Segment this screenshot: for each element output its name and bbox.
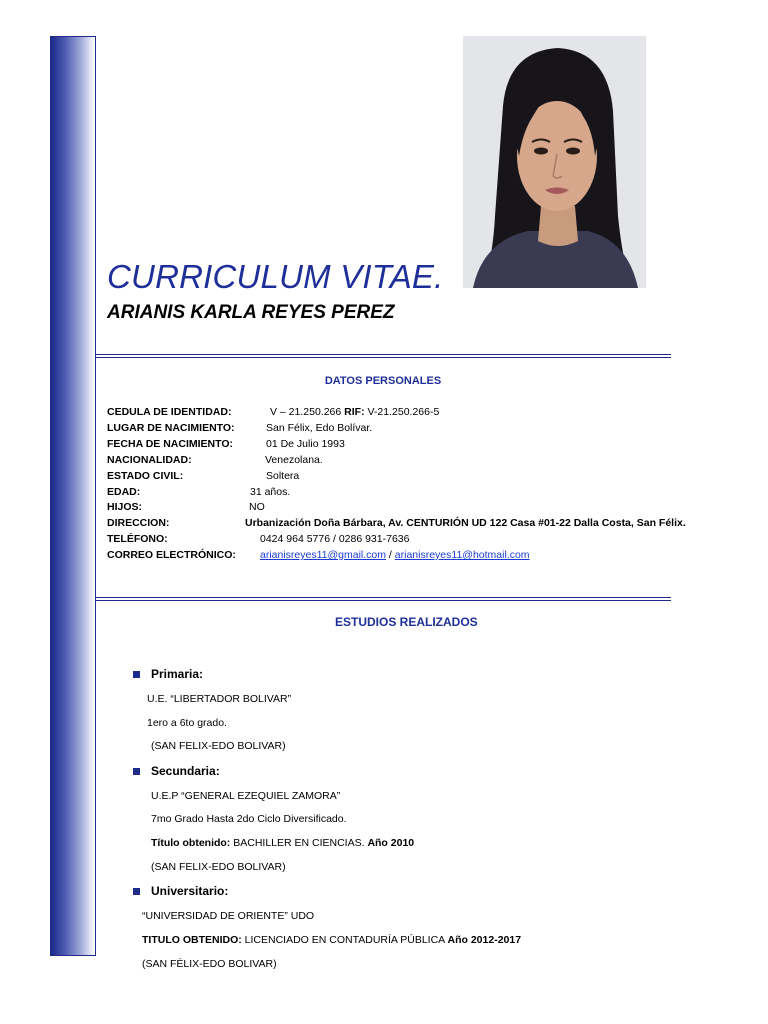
secondary-place: (SAN FELIX-EDO BOLIVAR) — [151, 861, 286, 873]
divider — [95, 354, 671, 355]
secondary-heading: Secundaria: — [151, 764, 220, 778]
primary-heading: Primaria: — [151, 667, 204, 681]
birthplace-value: San Félix, Edo Bolívar. — [266, 422, 373, 434]
address-label: DIRECCION: — [107, 517, 170, 529]
bullet-square-icon — [133, 671, 140, 678]
decorative-sidebar-bar — [50, 36, 96, 956]
bullet-square-icon — [133, 888, 140, 895]
age-value: 31 años. — [250, 486, 291, 498]
nationality-value: Venezolana. — [265, 454, 323, 466]
secondary-school: U.E.P “GENERAL EZEQUIEL ZAMORA” — [151, 790, 341, 802]
nationality-label: NACIONALIDAD: — [107, 454, 192, 466]
primary-place: (SAN FELIX-EDO BOLIVAR) — [151, 740, 286, 752]
civil-status-label: ESTADO CIVIL: — [107, 470, 184, 482]
phone-label: TELÉFONO: — [107, 533, 168, 545]
birthplace-label: LUGAR DE NACIMIENTO: — [107, 422, 235, 434]
children-label: HIJOS: — [107, 501, 143, 513]
personal-data-heading: DATOS PERSONALES — [324, 375, 442, 387]
bullet-square-icon — [133, 768, 140, 775]
secondary-degree: Título obtenido: BACHILLER EN CIENCIAS. Año 2010 — [151, 837, 415, 849]
birthdate-label: FECHA DE NACIMIENTO: — [107, 438, 233, 450]
divider — [95, 597, 671, 598]
studies-heading: ESTUDIOS REALIZADOS — [335, 615, 478, 629]
email-label: CORREO ELECTRÓNICO: — [107, 549, 236, 561]
primary-grades: 1ero a 6to grado. — [147, 717, 227, 729]
university-school: “UNIVERSIDAD DE ORIENTE” UDO — [142, 910, 315, 922]
children-value: NO — [249, 501, 265, 513]
university-place: (SAN FÉLIX-EDO BOLIVAR) — [142, 958, 277, 970]
email-link-gmail[interactable]: arianisreyes11@gmail.com — [260, 549, 387, 561]
primary-school: U.E. “LIBERTADOR BOLIVAR” — [147, 693, 292, 705]
age-label: EDAD: — [107, 486, 141, 498]
profile-photo — [463, 36, 646, 288]
university-heading: Universitario: — [151, 884, 229, 898]
civil-status-value: Soltera — [266, 470, 300, 482]
phone-value: 0424 964 5776 / 0286 931-7636 — [260, 533, 410, 545]
divider — [95, 600, 671, 601]
id-label: CEDULA DE IDENTIDAD: — [107, 406, 232, 418]
email-values: arianisreyes11@gmail.com / arianisreyes11@hotmail.com — [260, 549, 530, 561]
id-value: V – 21.250.266 RIF: V-21.250.266-5 — [270, 406, 440, 418]
person-name: ARIANIS KARLA REYES PEREZ — [107, 302, 395, 323]
university-degree: TITULO OBTENIDO: LICENCIADO EN CONTADURÍA PÚBLICA Año 2012-2017 — [142, 934, 522, 946]
secondary-grades: 7mo Grado Hasta 2do Ciclo Diversificado. — [151, 813, 347, 825]
address-value: Urbanización Doña Bárbara, Av. CENTURIÓN UD 122 Casa #01-22 Dalla Costa, San Félix. — [245, 517, 686, 529]
birthdate-value: 01 De Julio 1993 — [266, 438, 345, 450]
divider — [95, 357, 671, 358]
email-link-hotmail[interactable]: arianisreyes11@hotmail.com — [394, 549, 530, 561]
document-title: CURRICULUM VITAE. — [107, 258, 444, 295]
